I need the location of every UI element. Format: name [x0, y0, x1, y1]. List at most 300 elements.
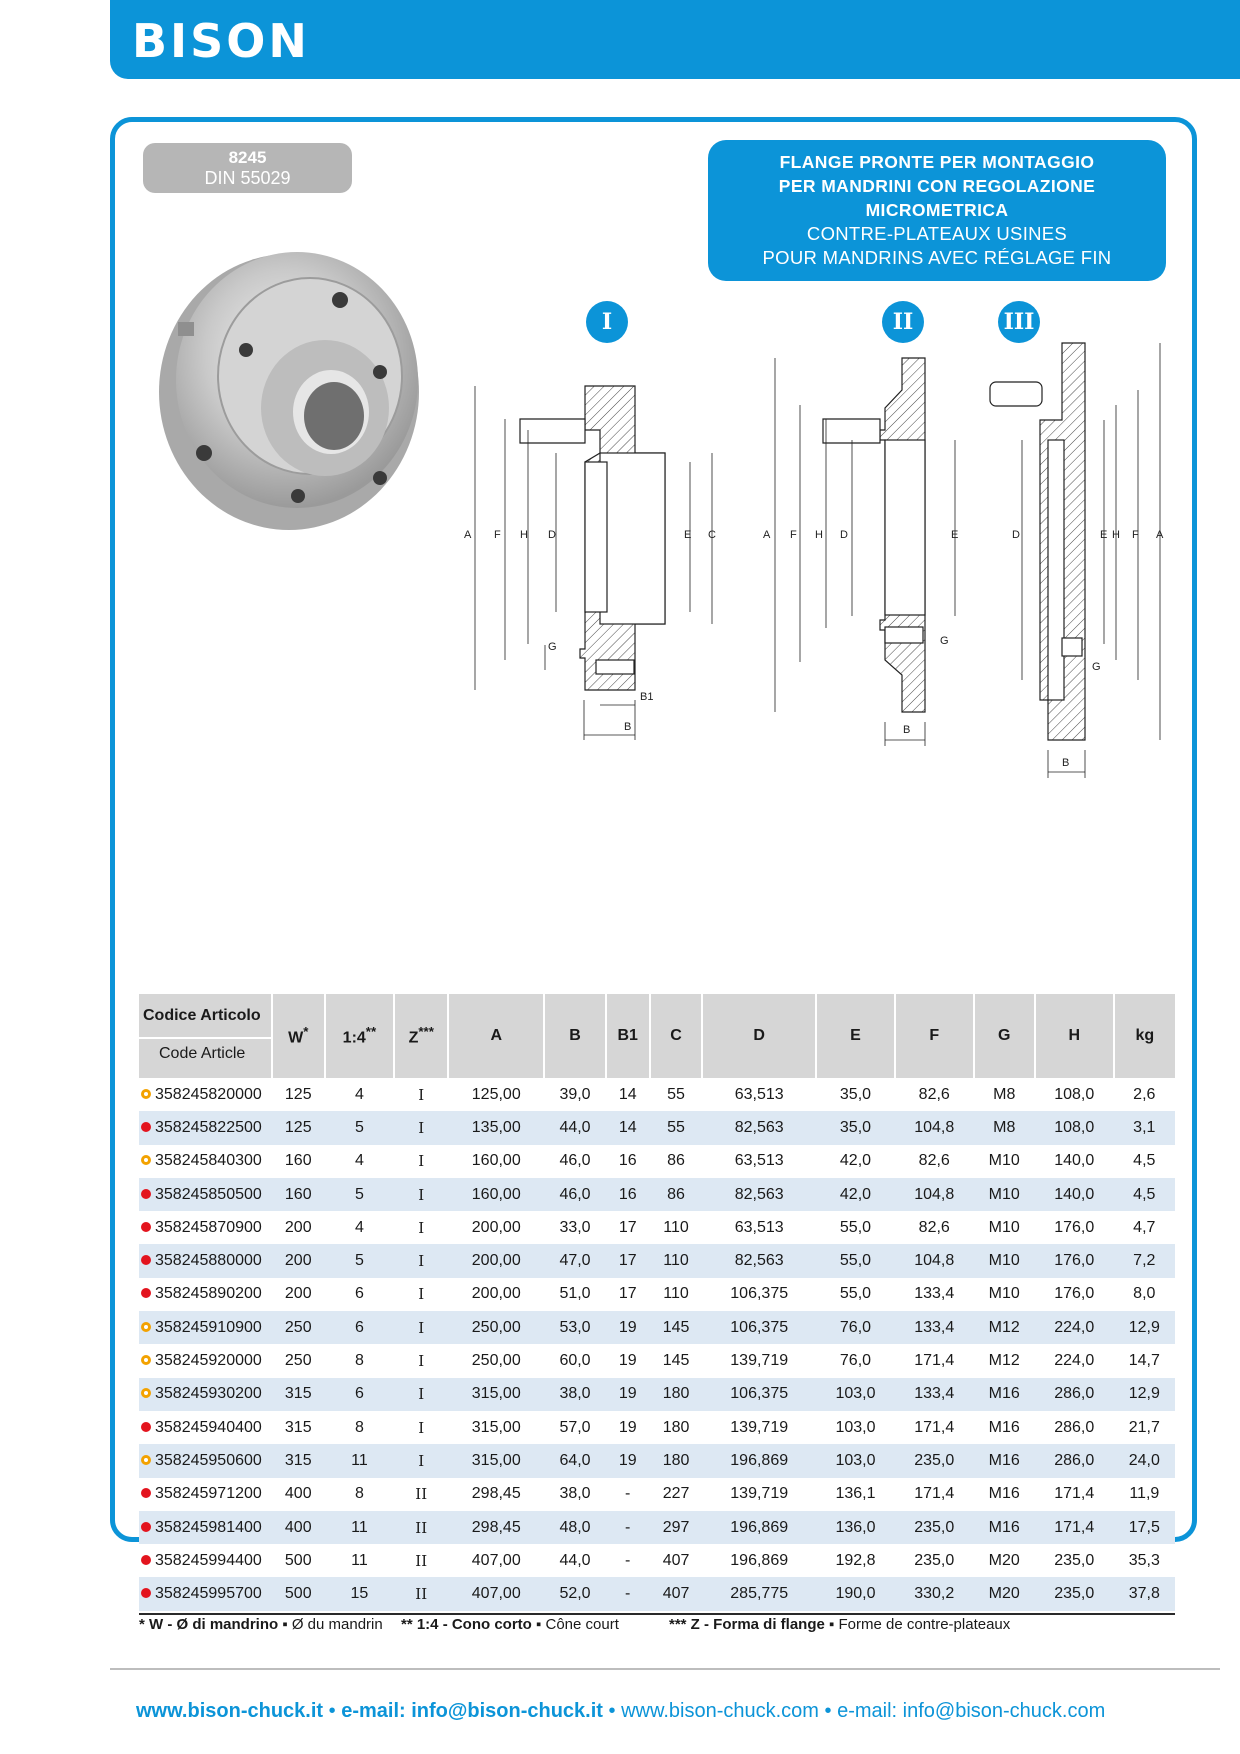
cell-w: 400: [272, 1511, 325, 1544]
cell-kg: 8,0: [1133, 1285, 1156, 1303]
cell-e: 55,0: [816, 1244, 895, 1277]
cell-b1: 19: [606, 1311, 650, 1344]
dim-label-g-1: G: [548, 641, 557, 653]
dim-label-d-3: D: [1012, 529, 1020, 541]
cell-b: 44,0: [559, 1551, 591, 1569]
footer-web-com[interactable]: www.bison-chuck.com: [621, 1700, 819, 1722]
cell-g: M12: [974, 1311, 1035, 1344]
cell-w: 125: [284, 1085, 312, 1103]
cell-taper: 8: [354, 1352, 364, 1370]
cell-w: 315: [272, 1444, 325, 1477]
cell-taper: 4: [354, 1218, 364, 1236]
cell-f: 171,4: [914, 1418, 955, 1436]
cell-z: I: [418, 1285, 425, 1304]
dim-label-b-3: B: [1062, 757, 1070, 769]
table-row: [139, 1378, 1175, 1411]
col-f: F: [895, 994, 974, 1078]
note-w: * W - Ø di mandrino ▪ Ø du mandrin: [139, 1616, 383, 1633]
cell-kg: 14,7: [1128, 1352, 1160, 1370]
dim-label-h-1: H: [520, 529, 528, 541]
cell-code: [139, 1178, 272, 1211]
table-row: [139, 1544, 1175, 1577]
cell-b1: 17: [618, 1285, 637, 1303]
cell-b: 38,0: [544, 1378, 605, 1411]
cell-d: 139,719: [730, 1485, 789, 1503]
cell-code: [139, 1145, 272, 1178]
cell-a: 298,45: [471, 1485, 521, 1503]
cell-g: M16: [974, 1378, 1035, 1411]
cell-a: 250,00: [471, 1352, 521, 1370]
cell-f: 171,4: [914, 1352, 955, 1370]
cell-e: 42,0: [816, 1178, 895, 1211]
cell-b: 38,0: [559, 1485, 591, 1503]
cell-c: 407: [650, 1577, 703, 1610]
table-row: [139, 1211, 1175, 1244]
orange-ring-icon: [141, 1089, 151, 1099]
red-dot-icon: [141, 1488, 151, 1498]
cell-kg: 24,0: [1114, 1444, 1175, 1477]
dim-label-f-1: F: [494, 529, 501, 541]
col-c: C: [650, 994, 703, 1078]
cell-f: 235,0: [914, 1551, 955, 1569]
item-code: 358245840300: [155, 1152, 262, 1170]
cell-f: 104,8: [895, 1111, 974, 1144]
cell-kg: 2,6: [1133, 1085, 1156, 1103]
cell-c: 297: [650, 1511, 703, 1544]
item-code: 358245930200: [155, 1385, 262, 1403]
cell-kg: 4,5: [1114, 1178, 1175, 1211]
cell-a: 250,00: [448, 1311, 544, 1344]
cell-d: 63,513: [734, 1085, 784, 1103]
footer-rule: [110, 1668, 1220, 1670]
cell-b: 57,0: [559, 1418, 591, 1436]
cell-c: 110: [650, 1244, 703, 1277]
cell-z: I: [418, 1085, 425, 1104]
cell-c: 407: [662, 1551, 690, 1569]
cell-z: I: [394, 1378, 448, 1411]
cell-f: 82,6: [918, 1152, 950, 1170]
cell-e: 103,0: [816, 1444, 895, 1477]
orange-ring-icon: [141, 1322, 151, 1332]
cell-b1: 19: [606, 1378, 650, 1411]
cell-a: 200,00: [471, 1218, 521, 1236]
cell-code: [139, 1444, 272, 1477]
dim-label-f-2: F: [790, 529, 797, 541]
note-taper: ** 1:4 - Cono corto ▪ Cône court: [401, 1616, 619, 1633]
cell-g: M10: [974, 1178, 1035, 1211]
cell-b1: 16: [606, 1178, 650, 1211]
orange-ring-icon: [141, 1155, 151, 1165]
col-code: [139, 994, 272, 1078]
cell-w: 315: [272, 1378, 325, 1411]
red-dot-icon: [141, 1555, 151, 1565]
dim-label-e-1: E: [684, 529, 692, 541]
variant-badge-2: II: [882, 301, 924, 343]
cell-b: 64,0: [544, 1444, 605, 1477]
item-code: 358245870900: [155, 1218, 262, 1236]
cell-h: 171,4: [1035, 1511, 1114, 1544]
cell-code: [139, 1478, 272, 1511]
cell-taper: 8: [354, 1485, 364, 1503]
item-code: 358245910900: [155, 1318, 262, 1336]
cell-w: 160: [272, 1178, 325, 1211]
table-row: [139, 1444, 1175, 1477]
footer-web-it[interactable]: www.bison-chuck.it: [136, 1700, 324, 1722]
cell-kg: 7,2: [1114, 1244, 1175, 1277]
cell-d: 106,375: [702, 1311, 816, 1344]
cell-f: 82,6: [918, 1085, 950, 1103]
orange-ring-icon: [141, 1455, 151, 1465]
footer-email-com[interactable]: e-mail: info@bison-chuck.com: [837, 1700, 1106, 1722]
item-code: 358245890200: [155, 1285, 262, 1303]
cell-code: [139, 1211, 272, 1244]
cell-code: [139, 1544, 272, 1577]
item-code: 358245822500: [155, 1118, 262, 1136]
red-dot-icon: [141, 1422, 151, 1432]
cell-b: 60,0: [559, 1352, 591, 1370]
cell-kg: 21,7: [1128, 1418, 1160, 1436]
cell-e: 136,1: [835, 1485, 876, 1503]
cell-h: 235,0: [1054, 1551, 1095, 1569]
product-code: 8245: [228, 148, 267, 167]
cell-b: 48,0: [544, 1511, 605, 1544]
cell-taper: 8: [354, 1418, 364, 1436]
col-a: A: [448, 994, 544, 1078]
cell-b1: 19: [606, 1444, 650, 1477]
cell-code: [139, 1577, 272, 1610]
cell-code: [139, 1111, 272, 1144]
technical-drawings: [0, 0, 1240, 800]
cell-taper: 11: [325, 1511, 395, 1544]
cell-e: 136,0: [816, 1511, 895, 1544]
cell-g: M16: [988, 1485, 1020, 1503]
cell-e: 103,0: [816, 1378, 895, 1411]
cell-w: 200: [272, 1244, 325, 1277]
col-code-fr: Code Article: [159, 1045, 246, 1062]
col-w: W*: [272, 994, 325, 1078]
cell-f: 235,0: [895, 1511, 974, 1544]
cell-c: 55: [650, 1111, 703, 1144]
cell-w: 250: [284, 1352, 312, 1370]
cell-kg: 4,7: [1133, 1218, 1156, 1236]
cell-a: 200,00: [471, 1285, 521, 1303]
item-code: 358245820000: [155, 1085, 262, 1103]
cell-h: 286,0: [1054, 1418, 1095, 1436]
drawing-variant-1: [475, 386, 712, 740]
cell-f: 133,4: [895, 1378, 974, 1411]
cell-b1: -: [606, 1577, 650, 1610]
cell-taper: 11: [351, 1551, 368, 1569]
cell-e: 42,0: [839, 1152, 872, 1170]
cell-a: 160,00: [448, 1178, 544, 1211]
cell-taper: 6: [325, 1378, 395, 1411]
cell-h: 171,4: [1054, 1485, 1095, 1503]
cell-e: 192,8: [835, 1551, 876, 1569]
cell-w: 500: [272, 1577, 325, 1610]
cell-a: 315,00: [448, 1444, 544, 1477]
cell-d: 106,375: [730, 1285, 789, 1303]
cell-a: 135,00: [448, 1111, 544, 1144]
cell-kg: 17,5: [1114, 1511, 1175, 1544]
cell-code: [139, 1378, 272, 1411]
table-row: [139, 1145, 1175, 1178]
cell-h: 108,0: [1054, 1085, 1095, 1103]
cell-d: 139,719: [730, 1352, 789, 1370]
title-it-3: MICROMETRICA: [865, 200, 1009, 220]
cell-b: 46,0: [544, 1178, 605, 1211]
cell-g: M20: [974, 1577, 1035, 1610]
dim-label-h-2: H: [815, 529, 823, 541]
cell-z: II: [394, 1511, 448, 1544]
title-fr-2: POUR MANDRINS AVEC RÉGLAGE FIN: [762, 247, 1112, 268]
cell-g: M10: [988, 1218, 1020, 1236]
dim-label-b1-1: B1: [640, 691, 654, 703]
col-kg: kg: [1114, 994, 1175, 1078]
item-code: 358245950600: [155, 1451, 262, 1469]
cell-a: 407,00: [471, 1551, 521, 1569]
cell-z: I: [394, 1111, 448, 1144]
cell-taper: 5: [325, 1178, 395, 1211]
cell-code: [139, 1244, 272, 1277]
variant-badge-1: I: [586, 301, 628, 343]
cell-c: 110: [663, 1285, 689, 1303]
cell-b1: 17: [618, 1218, 637, 1236]
red-dot-icon: [141, 1255, 151, 1265]
cell-b1: -: [625, 1551, 631, 1569]
cell-h: 176,0: [1054, 1218, 1095, 1236]
cell-b1: 17: [606, 1244, 650, 1277]
cell-e: 190,0: [816, 1577, 895, 1610]
cell-c: 145: [650, 1311, 703, 1344]
table-body: [139, 1078, 1175, 1611]
cell-d: 82,563: [702, 1244, 816, 1277]
cell-h: 235,0: [1035, 1577, 1114, 1610]
dim-label-c-1: C: [708, 529, 716, 541]
cell-e: 76,0: [816, 1311, 895, 1344]
cell-b1: -: [606, 1511, 650, 1544]
orange-ring-icon: [141, 1388, 151, 1398]
col-g: G: [974, 994, 1035, 1078]
cell-e: 76,0: [839, 1352, 872, 1370]
cell-f: 104,8: [895, 1178, 974, 1211]
cell-g: M16: [988, 1418, 1020, 1436]
cell-w: 125: [272, 1111, 325, 1144]
cell-a: 160,00: [471, 1152, 521, 1170]
cell-h: 108,0: [1035, 1111, 1114, 1144]
cell-f: 330,2: [895, 1577, 974, 1610]
note-z: *** Z - Forma di flange ▪ Forme de contre-plateaux: [669, 1616, 1011, 1633]
table-row: [139, 1178, 1175, 1211]
item-code: 358245850500: [155, 1185, 262, 1203]
cell-b: 46,0: [559, 1152, 591, 1170]
cell-f: 171,4: [914, 1485, 955, 1503]
cell-d: 63,513: [734, 1218, 784, 1236]
red-dot-icon: [141, 1222, 151, 1232]
cell-taper: 6: [354, 1285, 364, 1303]
item-code: 358245920000: [155, 1352, 262, 1370]
cell-a: 315,00: [471, 1418, 521, 1436]
cell-a: 407,00: [448, 1577, 544, 1610]
cell-b: 44,0: [544, 1111, 605, 1144]
table-row: [139, 1478, 1175, 1511]
cell-w: 250: [272, 1311, 325, 1344]
cell-a: 315,00: [448, 1378, 544, 1411]
cell-c: 180: [662, 1418, 690, 1436]
cell-e: 103,0: [835, 1418, 876, 1436]
cell-c: 86: [650, 1178, 703, 1211]
col-z: Z***: [394, 994, 448, 1078]
cell-c: 180: [650, 1444, 703, 1477]
cell-z: I: [418, 1218, 425, 1237]
cell-code: [139, 1078, 272, 1111]
cell-b1: 14: [618, 1085, 637, 1103]
cell-b1: 14: [606, 1111, 650, 1144]
cell-f: 133,4: [895, 1311, 974, 1344]
cell-z: I: [394, 1311, 448, 1344]
cell-g: M10: [974, 1244, 1035, 1277]
cell-f: 104,8: [895, 1244, 974, 1277]
dim-label-a-3: A: [1156, 529, 1164, 541]
table-row: [139, 1311, 1175, 1344]
cell-w: 500: [284, 1551, 312, 1569]
cell-h: 140,0: [1035, 1178, 1114, 1211]
table-row: [139, 1411, 1175, 1444]
cell-taper: 5: [325, 1244, 395, 1277]
cell-z: II: [394, 1577, 448, 1610]
footer-email-it[interactable]: e-mail: info@bison-chuck.it: [341, 1700, 603, 1722]
dim-label-b-1: B: [624, 721, 632, 733]
table-bottom-rule: [139, 1613, 1175, 1615]
table-row: [139, 1111, 1175, 1144]
dim-label-g-2: G: [940, 635, 949, 647]
variant-badge-3: III: [998, 301, 1040, 343]
cell-d: 63,513: [734, 1152, 784, 1170]
item-code: 358245995700: [155, 1585, 262, 1603]
dim-label-g-3: G: [1092, 661, 1101, 673]
dim-label-e-3: E: [1100, 529, 1108, 541]
cell-b1: 19: [618, 1352, 637, 1370]
col-h: H: [1035, 994, 1114, 1078]
cell-g: M16: [974, 1511, 1035, 1544]
cell-h: 286,0: [1035, 1378, 1114, 1411]
cell-kg: 4,5: [1133, 1152, 1156, 1170]
cell-g: M8: [993, 1085, 1016, 1103]
item-code: 358245971200: [155, 1485, 262, 1503]
cell-z: I: [394, 1178, 448, 1211]
cell-z: I: [394, 1444, 448, 1477]
cell-kg: 3,1: [1114, 1111, 1175, 1144]
cell-z: II: [415, 1551, 428, 1570]
table-row: [139, 1511, 1175, 1544]
cell-g: M10: [988, 1285, 1020, 1303]
item-code: 358245880000: [155, 1252, 262, 1270]
cell-f: 235,0: [895, 1444, 974, 1477]
dim-label-f-3: F: [1132, 529, 1139, 541]
cell-h: 224,0: [1035, 1311, 1114, 1344]
cell-z: I: [418, 1352, 425, 1371]
cell-kg: 37,8: [1114, 1577, 1175, 1610]
cell-h: 140,0: [1054, 1152, 1095, 1170]
cell-b1: 19: [618, 1418, 637, 1436]
cell-code: [139, 1411, 272, 1444]
cell-c: 110: [663, 1218, 689, 1236]
item-code: 358245940400: [155, 1418, 262, 1436]
dim-label-e-2: E: [951, 529, 959, 541]
cell-d: 196,869: [730, 1551, 789, 1569]
cell-a: 125,00: [471, 1085, 521, 1103]
col-taper: 1:4**: [325, 994, 395, 1078]
cell-kg: 12,9: [1114, 1378, 1175, 1411]
col-code-it: Codice Articolo: [139, 997, 271, 1039]
cell-a: 298,45: [448, 1511, 544, 1544]
cell-c: 180: [650, 1378, 703, 1411]
cell-c: 145: [662, 1352, 690, 1370]
cell-code: [139, 1344, 272, 1377]
cell-z: I: [418, 1418, 425, 1437]
cell-code: [139, 1511, 272, 1544]
flange-photo: [159, 252, 419, 530]
col-b1: B1: [606, 994, 650, 1078]
cell-h: 176,0: [1054, 1285, 1095, 1303]
title-it-1: FLANGE PRONTE PER MONTAGGIO: [779, 152, 1095, 172]
cell-g: M10: [988, 1152, 1020, 1170]
col-b: B: [544, 994, 605, 1078]
cell-code: [139, 1278, 272, 1311]
cell-h: 224,0: [1054, 1352, 1095, 1370]
cell-b1: -: [625, 1485, 631, 1503]
table-header-row: [139, 994, 1175, 1078]
red-dot-icon: [141, 1522, 151, 1532]
cell-b: 39,0: [559, 1085, 591, 1103]
cell-d: 106,375: [702, 1378, 816, 1411]
drawing-variant-2: [775, 358, 955, 746]
cell-d: 82,563: [702, 1178, 816, 1211]
cell-d: 196,869: [702, 1511, 816, 1544]
cell-taper: 11: [325, 1444, 395, 1477]
cell-f: 82,6: [918, 1218, 950, 1236]
cell-g: M16: [974, 1444, 1035, 1477]
cell-a: 200,00: [448, 1244, 544, 1277]
orange-ring-icon: [141, 1355, 151, 1365]
col-e: E: [816, 994, 895, 1078]
table-row: [139, 1278, 1175, 1311]
cell-taper: 15: [325, 1577, 395, 1610]
cell-taper: 4: [354, 1152, 364, 1170]
cell-g: M12: [988, 1352, 1020, 1370]
cell-z: I: [394, 1244, 448, 1277]
table-row: [139, 1244, 1175, 1277]
red-dot-icon: [141, 1122, 151, 1132]
cell-e: 55,0: [839, 1285, 872, 1303]
cell-taper: 5: [325, 1111, 395, 1144]
title-it-2: PER MANDRINI CON REGOLAZIONE: [778, 176, 1096, 196]
cell-w: 160: [284, 1152, 312, 1170]
footer: www.bison-chuck.it • e-mail: info@bison-chuck.it • www.bison-chuck.com • e-mail: info@bison-chuck.com: [136, 1700, 1106, 1722]
drawing-variant-3: [990, 343, 1160, 778]
cell-h: 286,0: [1035, 1444, 1114, 1477]
cell-w: 200: [284, 1218, 312, 1236]
cell-e: 35,0: [839, 1085, 872, 1103]
cell-kg: 11,9: [1129, 1485, 1160, 1503]
cell-z: II: [415, 1485, 428, 1504]
cell-c: 227: [662, 1485, 690, 1503]
red-dot-icon: [141, 1189, 151, 1199]
bison-logo: BISON: [132, 14, 310, 68]
cell-w: 200: [284, 1285, 312, 1303]
cell-z: I: [418, 1152, 425, 1171]
dim-label-b-2: B: [903, 724, 911, 736]
cell-b1: 16: [618, 1152, 637, 1170]
